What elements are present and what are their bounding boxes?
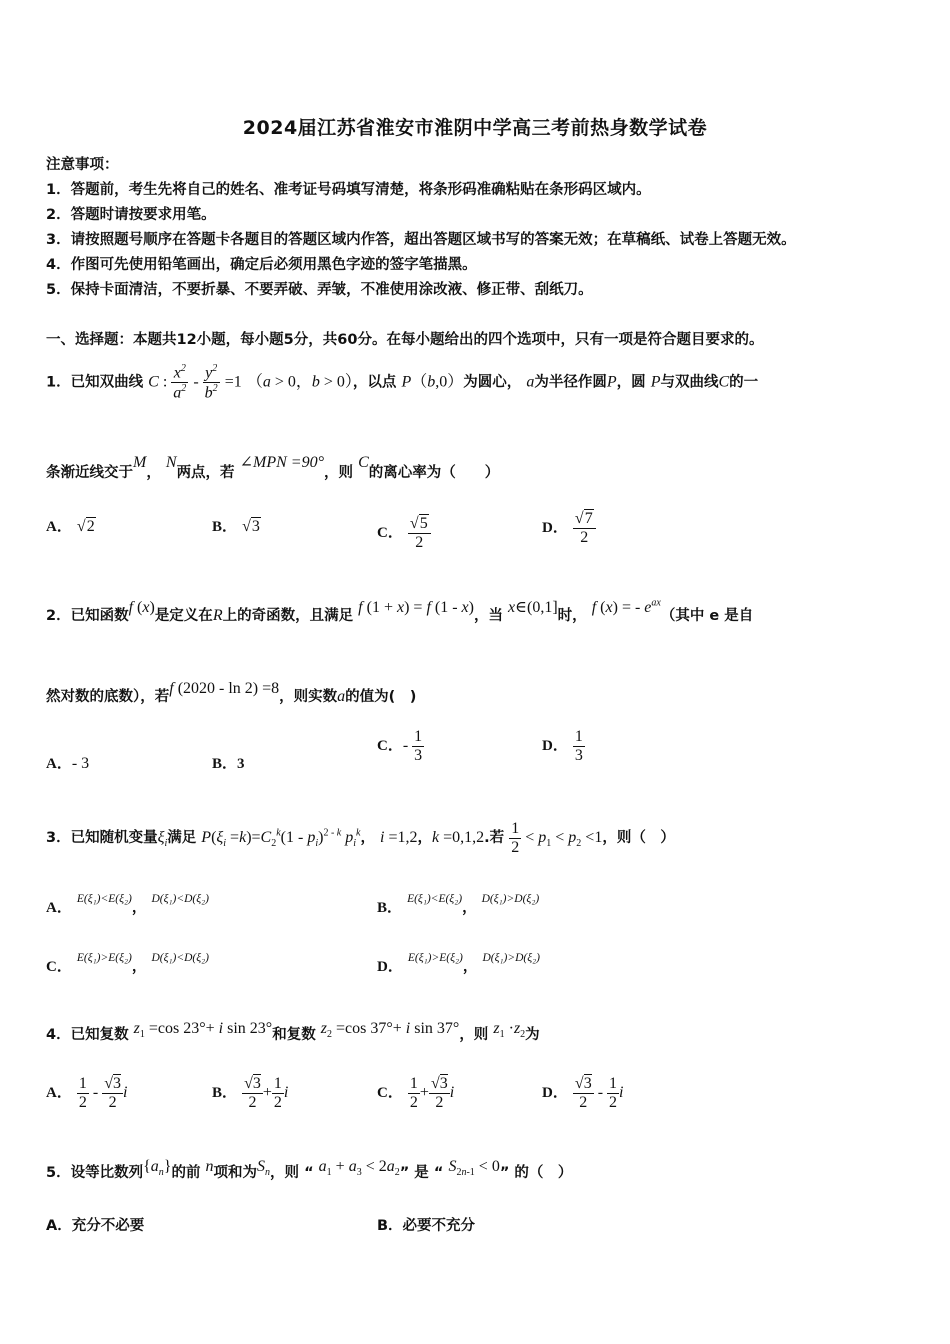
- option-d: D． $^{E(\xi_1)>E(\xi_2)}$， $^{D(\xi_1)>D(\xi_2)}$: [377, 952, 540, 975]
- option-a: A． $\frac{1}{2}$ - $\frac{√3}{2}$ i: [46, 1075, 128, 1111]
- option-a: A．- 3: [46, 755, 90, 772]
- option-b: B． √3: [212, 518, 260, 535]
- option-b: B． $\frac{√3}{2}$ + $\frac{1}{2}$ i: [212, 1075, 289, 1111]
- notes-heading: 注意事项：: [46, 157, 119, 173]
- option-a: A． $^{E(\xi_1)<E(\xi_2)}$， $^{D(\xi_1)<D(\xi_2)}$: [46, 893, 209, 916]
- question-1-options: A． √2: [46, 518, 95, 535]
- note-item: 4．作图可先使用铅笔画出，确定后必须用黑色字迹的签字笔描黑。: [46, 257, 477, 273]
- option-b: B． $^{E(\xi_1)<E(\xi_2)}$， $^{D(\xi_1)>D(\xi_2)}$: [377, 893, 540, 916]
- option-d: D． $\frac{√3}{2}$ - $\frac{1}{2}$ i: [542, 1075, 624, 1111]
- question-1-line-2: 条渐近线交于M， N两点，若 ∠MPN =90°，则 C的离心率为（ ）: [46, 454, 500, 481]
- option-d: D． $\frac{1}{3}$: [542, 728, 583, 764]
- question-2-line-2: 然对数的底数），若f (2020 - ln 2) =8，则实数a的值为( ): [46, 680, 417, 705]
- section-heading: 一、选择题：本题共12小题，每小题5分，共60分。在每小题给出的四个选项中，只有一项是符合题目要求的。: [46, 332, 764, 348]
- option-c: C． $^{E(\xi_1)>E(\xi_2)}$， $^{D(\xi_1)<D(\xi_2)}$: [46, 952, 209, 975]
- option-c: C． $\frac{√5}{2}$: [377, 515, 431, 551]
- option-a: A．充分不必要: [46, 1218, 145, 1234]
- question-1-line-1: 1．已知双曲线 C : $\frac{x^2}{a^2}$ - $\frac{y^2}{b^2}$ =1 （a > 0，b > 0），以点 P（b,0）为圆心， a为半径作圆P，圆 P与双曲线C的一: [46, 363, 759, 402]
- note-item: 2．答题时请按要求用笔。: [46, 207, 216, 223]
- question-2-line-1: 2．已知函数f (x)是定义在R上的奇函数，且满足 f (1 + x) = f (1 - x)，当 x∈(0,1]时， f (x) = - $e^{ax}$（其中 e 是自: [46, 597, 754, 624]
- option-d: D． $\frac{√7}{2}$: [542, 510, 596, 546]
- option-c: C．- $\frac{1}{3}$: [377, 728, 423, 764]
- page-title: 2024届江苏省淮安市淮阴中学高三考前热身数学试卷: [242, 117, 708, 139]
- question-3-line: 3．已知随机变量$\xi_i$满足 $P(\xi_i =k)=C_2^k(1 - p_i)^{2 - k}$ $p_i^k$， i =1,2，k =0,1,2.若 $\frac{1}{2}$ < $p_1 < p_2 <1$，则（ ）: [46, 820, 675, 856]
- option-b: B．3: [212, 756, 245, 772]
- question-5-line: 5．设等比数列$\{a_n\}$的前 n项和为$S_n$，则 “ $a_1 + a_3 < 2a_2$” 是 “ $S_{2n-1} < 0$” 的（ ）: [46, 1158, 573, 1181]
- option-c: C． $\frac{1}{2}$ + $\frac{√3}{2}$ i: [377, 1075, 455, 1111]
- question-4-line: 4．已知复数 $z_1 =\cos$ 23°+ i sin 23°和复数 $z_2 =\cos$ 37°+ i sin 37°，则 $z_1 \cdot z_2$为: [46, 1020, 540, 1043]
- note-item: 1．答题前，考生先将自己的姓名、准考证号码填写清楚，将条形码准确粘贴在条形码区域内。: [46, 182, 651, 198]
- note-item: 3．请按照题号顺序在答题卡各题目的答题区域内作答，超出答题区域书写的答案无效；在草稿纸、试卷上答题无效。: [46, 232, 796, 248]
- option-b: B．必要不充分: [377, 1218, 476, 1234]
- note-item: 5．保持卡面清洁，不要折暴、不要弄破、弄皱，不准使用涂改液、修正带、刮纸刀。: [46, 282, 593, 298]
